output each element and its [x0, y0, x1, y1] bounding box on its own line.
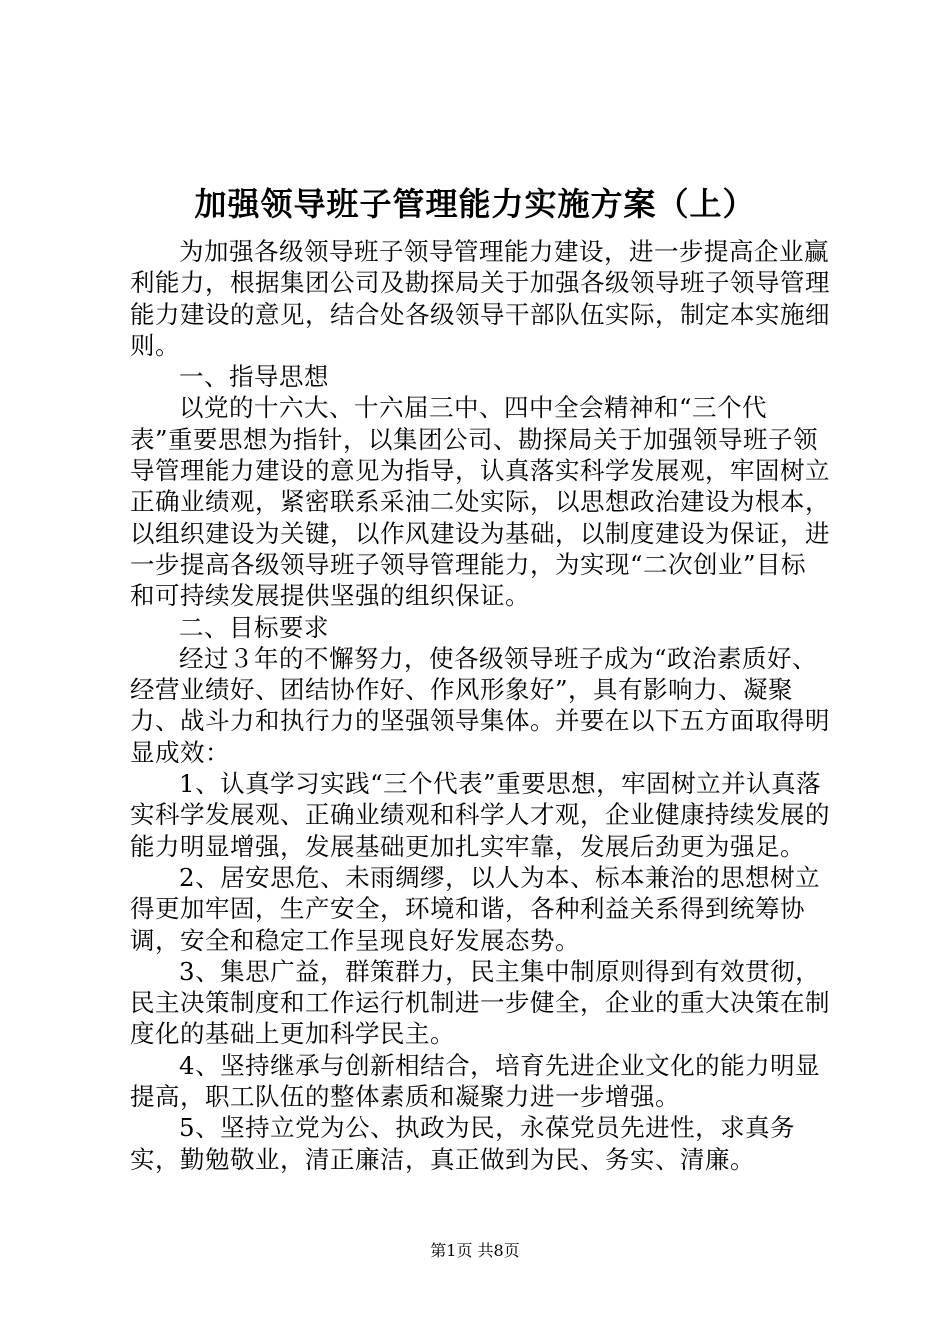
goal-item-3: 3、集思广益，群策群力，民主集中制原则得到有效贯彻，民主决策制度和工作运行机制进一步健全，企业的重大决策在制度化的基础上更加科学民主。 — [130, 956, 830, 1049]
goal-item-2: 2、居安思危、未雨绸缪，以人为本、标本兼治的思想树立得更加牢固，生产安全，环境和谐，各种利益关系得到统筹协调，安全和稳定工作呈现良好发展态势。 — [130, 862, 821, 955]
document-body — [130, 236, 830, 1175]
goal-item-4: 4、坚持继承与创新相结合，培育先进企业文化的能力明显提高，职工队伍的整体素质和凝聚力进一步增强。 — [130, 1050, 821, 1112]
goals-paragraph: 经过３年的不懈努力，使各级领导班子成为“政治素质好、经营业绩好、团结协作好、作风形象好”，具有影响力、凝聚力、战斗力和执行力的坚强领导集体。并要在以下五方面取得明显成效： — [130, 643, 830, 767]
intro-paragraph: 为加强各级领导班子领导管理能力建设，进一步提高企业赢利能力，根据集团公司及勘探局关于加强各级领导班子领导管理能力建设的意见，结合处各级领导干部队伍实际，制定本实施细则。 — [130, 237, 830, 360]
goal-item-1: 1、认真学习实践“三个代表”重要思想，牢固树立并认真落实科学发展观、正确业绩观和科学人才观，企业健康持续发展的能力明显增强，发展基础更加扎实牢靠，发展后劲更为强足。 — [130, 769, 830, 861]
guiding-thought-paragraph: 以党的十六大、十六届三中、四中全会精神和“三个代表”重要思想为指针，以集团公司、勘探局关于加强领导班子领导管理能力建设的意见为指导，认真落实科学发展观，牢固树立正确业绩观，紧密联系采油二处实际，以思想政治建设为根本，以组织建设为关键，以作风建设为基础，以制度建设为保证，进一步提高各级领导班子领导管理能力，为实现“二次创业”目标和可持续发展提供坚强的组织保证。 — [130, 393, 830, 611]
section-heading-guiding-thought: 一、指导思想 — [179, 362, 329, 392]
goal-item-5: 5、坚持立党为公、执政为民，永葆党员先进性，求真务实，勤勉敬业，清正廉洁，真正做到为民、务实、清廉。 — [130, 1113, 796, 1174]
section-heading-goals: 二、目标要求 — [179, 612, 329, 642]
document-title: 加强领导班子管理能力实施方案（上） — [194, 185, 756, 223]
page-number-footer: 第1页 共8页 — [430, 1241, 520, 1260]
